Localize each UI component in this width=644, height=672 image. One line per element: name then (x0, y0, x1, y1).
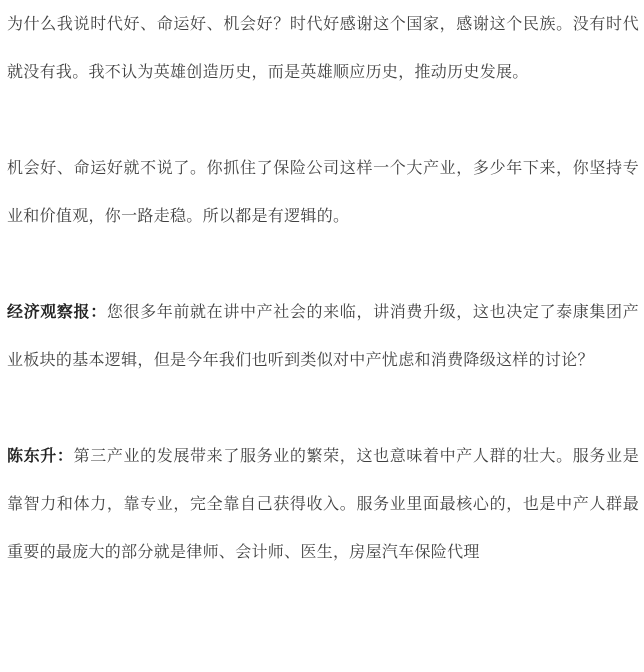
paragraph-4 (7, 432, 639, 576)
article-body (7, 0, 639, 576)
speaker-label-interviewer: 经济观察报： (7, 302, 107, 321)
paragraph-2 (7, 144, 639, 240)
paragraph-3-text: 您很多年前就在讲中产社会的来临，讲消费升级，这也决定了泰康集团产业板块的基本逻辑，但是今年我们也听到类似对中产忧虑和消费降级这样的讨论？ (7, 302, 639, 369)
paragraph-1 (7, 0, 639, 96)
paragraph-2-text: 机会好、命运好就不说了。你抓住了保险公司这样一个大产业，多少年下来，你坚持专业和价值观，你一路走稳。所以都是有逻辑的。 (7, 158, 639, 225)
paragraph-4-text: 第三产业的发展带来了服务业的繁荣，这也意味着中产人群的壮大。服务业是靠智力和体力，靠专业，完全靠自己获得收入。服务业里面最核心的，也是中产人群最重要的最庞大的部分就是律师、会计师、医生，房屋汽车保险代理 (7, 446, 639, 561)
paragraph-3 (7, 288, 639, 384)
speaker-label-interviewee: 陈东升： (7, 446, 74, 465)
paragraph-1-text: 为什么我说时代好、命运好、机会好？时代好感谢这个国家，感谢这个民族。没有时代就没有我。我不认为英雄创造历史，而是英雄顺应历史，推动历史发展。 (7, 14, 639, 81)
